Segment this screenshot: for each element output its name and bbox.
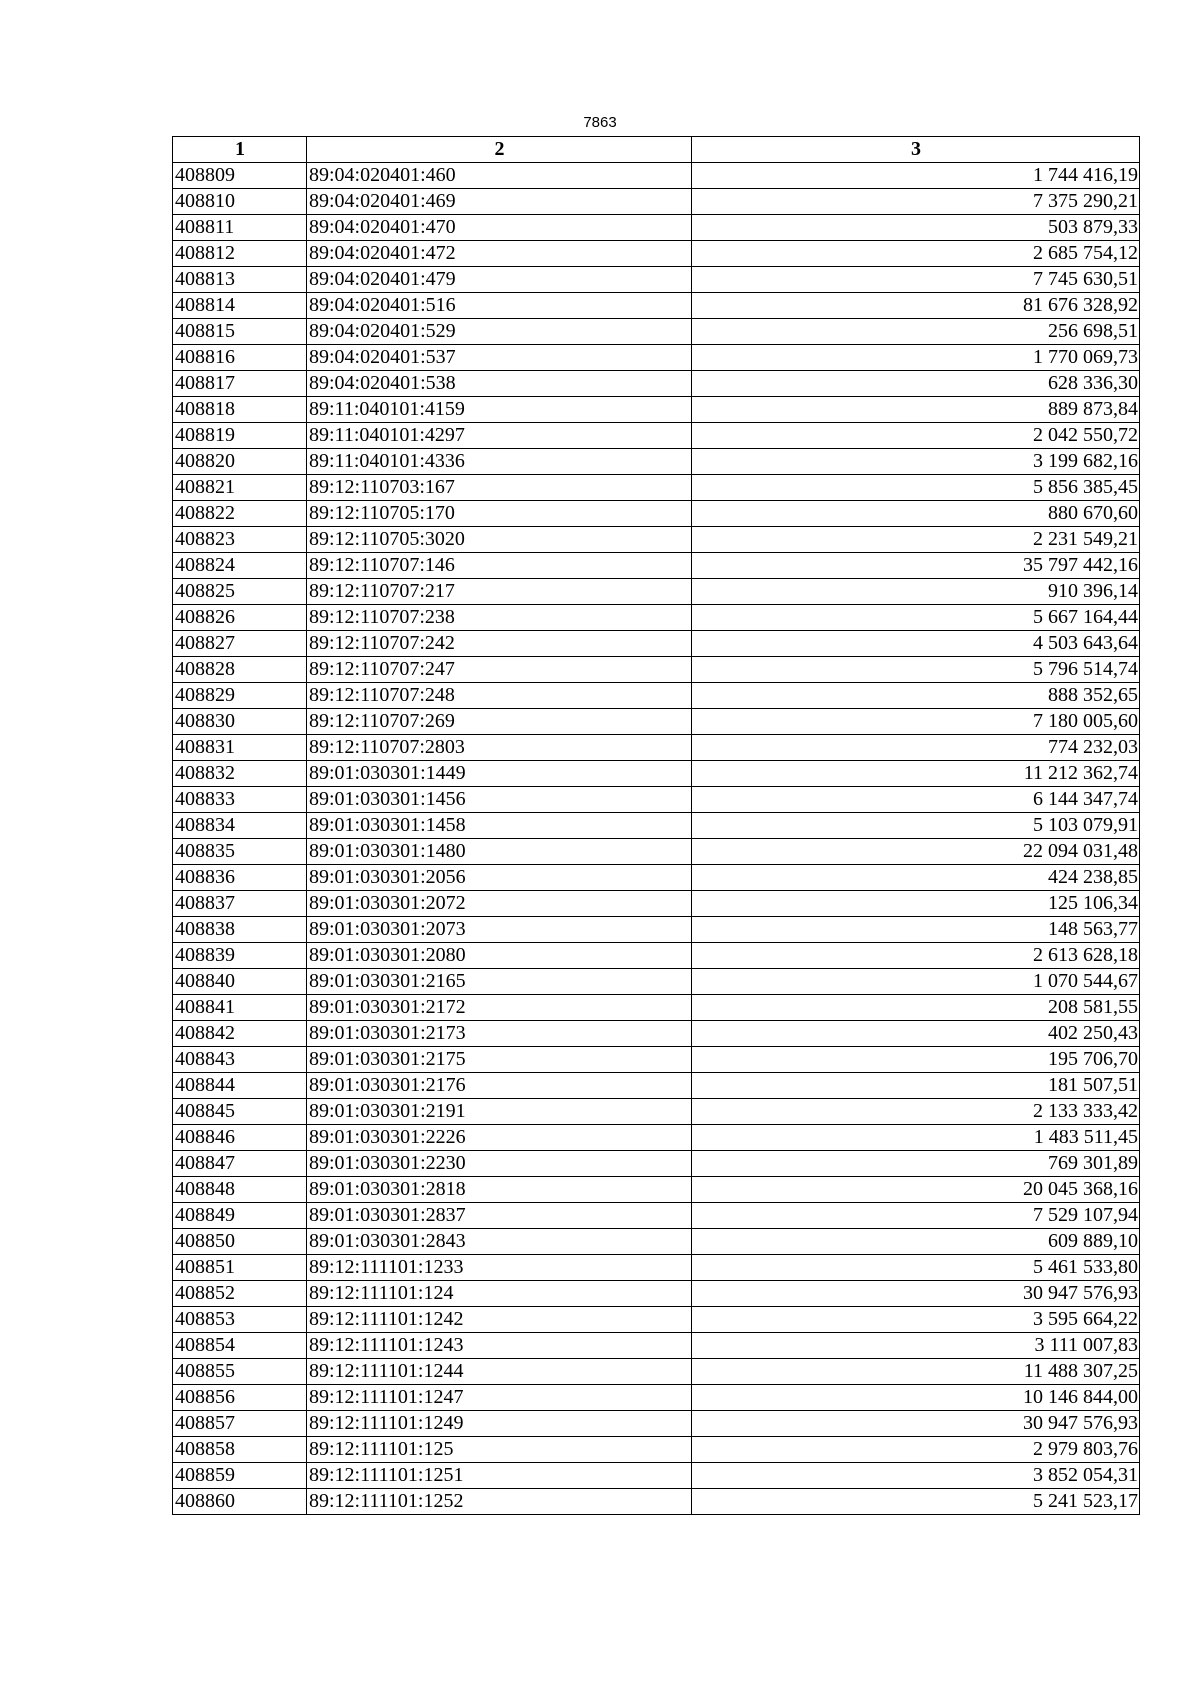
value-cell: 5 856 385,45 <box>692 475 1140 501</box>
table-row <box>173 189 1140 215</box>
value-cell: 125 106,34 <box>692 891 1140 917</box>
table-row <box>173 683 1140 709</box>
row-number-cell: 408821 <box>173 475 307 501</box>
table-row <box>173 1385 1140 1411</box>
row-number-cell: 408828 <box>173 657 307 683</box>
value-cell: 7 529 107,94 <box>692 1203 1140 1229</box>
cadastral-number-cell: 89:04:020401:479 <box>307 267 692 293</box>
value-cell: 256 698,51 <box>692 319 1140 345</box>
row-number-cell: 408835 <box>173 839 307 865</box>
row-number-cell: 408839 <box>173 943 307 969</box>
table-row <box>173 1047 1140 1073</box>
row-number-cell: 408809 <box>173 163 307 189</box>
value-cell: 5 461 533,80 <box>692 1255 1140 1281</box>
value-cell: 20 045 368,16 <box>692 1177 1140 1203</box>
row-number-cell: 408830 <box>173 709 307 735</box>
value-cell: 889 873,84 <box>692 397 1140 423</box>
value-cell: 769 301,89 <box>692 1151 1140 1177</box>
value-cell: 774 232,03 <box>692 735 1140 761</box>
value-cell: 2 685 754,12 <box>692 241 1140 267</box>
value-cell: 208 581,55 <box>692 995 1140 1021</box>
value-cell: 503 879,33 <box>692 215 1140 241</box>
header-row <box>173 137 1140 163</box>
cadastral-number-cell: 89:12:111101:1247 <box>307 1385 692 1411</box>
cadastral-number-cell: 89:12:111101:1252 <box>307 1489 692 1515</box>
cadastral-number-cell: 89:12:110705:3020 <box>307 527 692 553</box>
value-cell: 2 979 803,76 <box>692 1437 1140 1463</box>
table-row <box>173 1073 1140 1099</box>
row-number-cell: 408849 <box>173 1203 307 1229</box>
cadastral-number-cell: 89:12:110707:269 <box>307 709 692 735</box>
value-cell: 4 503 643,64 <box>692 631 1140 657</box>
value-cell: 1 770 069,73 <box>692 345 1140 371</box>
value-cell: 148 563,77 <box>692 917 1140 943</box>
cadastral-number-cell: 89:11:040101:4159 <box>307 397 692 423</box>
value-cell: 888 352,65 <box>692 683 1140 709</box>
row-number-cell: 408846 <box>173 1125 307 1151</box>
cadastral-number-cell: 89:12:110707:242 <box>307 631 692 657</box>
cadastral-number-cell: 89:12:111101:124 <box>307 1281 692 1307</box>
table-row <box>173 1411 1140 1437</box>
value-cell: 11 212 362,74 <box>692 761 1140 787</box>
table-row <box>173 553 1140 579</box>
row-number-cell: 408852 <box>173 1281 307 1307</box>
table-row <box>173 1307 1140 1333</box>
value-cell: 609 889,10 <box>692 1229 1140 1255</box>
cadastral-number-cell: 89:12:110707:217 <box>307 579 692 605</box>
table-row <box>173 631 1140 657</box>
table-row <box>173 475 1140 501</box>
cadastral-number-cell: 89:01:030301:2172 <box>307 995 692 1021</box>
row-number-cell: 408817 <box>173 371 307 397</box>
row-number-cell: 408855 <box>173 1359 307 1385</box>
table-row <box>173 1099 1140 1125</box>
value-cell: 3 595 664,22 <box>692 1307 1140 1333</box>
cadastral-number-cell: 89:01:030301:2191 <box>307 1099 692 1125</box>
cadastral-number-cell: 89:04:020401:516 <box>307 293 692 319</box>
value-cell: 30 947 576,93 <box>692 1411 1140 1437</box>
cadastral-number-cell: 89:04:020401:529 <box>307 319 692 345</box>
value-cell: 1 070 544,67 <box>692 969 1140 995</box>
table-row <box>173 345 1140 371</box>
table-row <box>173 735 1140 761</box>
table-row <box>173 1229 1140 1255</box>
table-row <box>173 1463 1140 1489</box>
value-cell: 5 103 079,91 <box>692 813 1140 839</box>
row-number-cell: 408845 <box>173 1099 307 1125</box>
table-row <box>173 267 1140 293</box>
row-number-cell: 408854 <box>173 1333 307 1359</box>
page-number: 7863 <box>583 114 617 131</box>
value-cell: 35 797 442,16 <box>692 553 1140 579</box>
cadastral-number-cell: 89:12:111101:1233 <box>307 1255 692 1281</box>
value-cell: 880 670,60 <box>692 501 1140 527</box>
row-number-cell: 408848 <box>173 1177 307 1203</box>
row-number-cell: 408832 <box>173 761 307 787</box>
table-row <box>173 1151 1140 1177</box>
row-number-cell: 408842 <box>173 1021 307 1047</box>
row-number-cell: 408833 <box>173 787 307 813</box>
table-row <box>173 995 1140 1021</box>
row-number-cell: 408810 <box>173 189 307 215</box>
table-row <box>173 813 1140 839</box>
value-cell: 910 396,14 <box>692 579 1140 605</box>
cadastral-number-cell: 89:01:030301:2818 <box>307 1177 692 1203</box>
value-cell: 7 745 630,51 <box>692 267 1140 293</box>
value-cell: 7 180 005,60 <box>692 709 1140 735</box>
value-cell: 195 706,70 <box>692 1047 1140 1073</box>
row-number-cell: 408820 <box>173 449 307 475</box>
table-row <box>173 501 1140 527</box>
row-number-cell: 408847 <box>173 1151 307 1177</box>
row-number-cell: 408843 <box>173 1047 307 1073</box>
column-header-3: 3 <box>692 137 1140 163</box>
row-number-cell: 408818 <box>173 397 307 423</box>
table-row <box>173 1359 1140 1385</box>
table-row <box>173 215 1140 241</box>
row-number-cell: 408851 <box>173 1255 307 1281</box>
value-cell: 5 241 523,17 <box>692 1489 1140 1515</box>
cadastral-number-cell: 89:01:030301:2843 <box>307 1229 692 1255</box>
table-row <box>173 163 1140 189</box>
cadastral-number-cell: 89:01:030301:1480 <box>307 839 692 865</box>
value-cell: 6 144 347,74 <box>692 787 1140 813</box>
table-row <box>173 423 1140 449</box>
table-row <box>173 1281 1140 1307</box>
table-body <box>173 163 1140 1515</box>
cadastral-number-cell: 89:04:020401:470 <box>307 215 692 241</box>
row-number-cell: 408813 <box>173 267 307 293</box>
cadastral-number-cell: 89:12:111101:1243 <box>307 1333 692 1359</box>
row-number-cell: 408834 <box>173 813 307 839</box>
table-row <box>173 1255 1140 1281</box>
table-row <box>173 761 1140 787</box>
column-header-1: 1 <box>173 137 307 163</box>
cadastral-number-cell: 89:12:110707:248 <box>307 683 692 709</box>
cadastral-number-cell: 89:01:030301:1449 <box>307 761 692 787</box>
table-row <box>173 449 1140 475</box>
cadastral-number-cell: 89:01:030301:2175 <box>307 1047 692 1073</box>
cadastral-number-cell: 89:01:030301:2072 <box>307 891 692 917</box>
cadastral-number-cell: 89:01:030301:2837 <box>307 1203 692 1229</box>
cadastral-number-cell: 89:01:030301:2073 <box>307 917 692 943</box>
cadastral-number-cell: 89:12:111101:1251 <box>307 1463 692 1489</box>
table-row <box>173 605 1140 631</box>
value-cell: 2 042 550,72 <box>692 423 1140 449</box>
row-number-cell: 408838 <box>173 917 307 943</box>
table-row <box>173 1021 1140 1047</box>
cadastral-number-cell: 89:04:020401:469 <box>307 189 692 215</box>
row-number-cell: 408858 <box>173 1437 307 1463</box>
value-cell: 81 676 328,92 <box>692 293 1140 319</box>
cadastral-number-cell: 89:11:040101:4336 <box>307 449 692 475</box>
row-number-cell: 408825 <box>173 579 307 605</box>
row-number-cell: 408823 <box>173 527 307 553</box>
cadastral-number-cell: 89:12:110707:238 <box>307 605 692 631</box>
value-cell: 11 488 307,25 <box>692 1359 1140 1385</box>
value-cell: 2 613 628,18 <box>692 943 1140 969</box>
value-cell: 7 375 290,21 <box>692 189 1140 215</box>
row-number-cell: 408824 <box>173 553 307 579</box>
row-number-cell: 408819 <box>173 423 307 449</box>
row-number-cell: 408815 <box>173 319 307 345</box>
cadastral-number-cell: 89:12:110707:247 <box>307 657 692 683</box>
value-cell: 10 146 844,00 <box>692 1385 1140 1411</box>
cadastral-number-cell: 89:04:020401:472 <box>307 241 692 267</box>
cadastral-number-cell: 89:11:040101:4297 <box>307 423 692 449</box>
value-cell: 424 238,85 <box>692 865 1140 891</box>
row-number-cell: 408827 <box>173 631 307 657</box>
cadastral-number-cell: 89:01:030301:2226 <box>307 1125 692 1151</box>
value-cell: 3 111 007,83 <box>692 1333 1140 1359</box>
value-cell: 22 094 031,48 <box>692 839 1140 865</box>
row-number-cell: 408829 <box>173 683 307 709</box>
table-row <box>173 657 1140 683</box>
value-cell: 3 852 054,31 <box>692 1463 1140 1489</box>
row-number-cell: 408840 <box>173 969 307 995</box>
row-number-cell: 408816 <box>173 345 307 371</box>
cadastral-number-cell: 89:04:020401:537 <box>307 345 692 371</box>
cadastral-number-cell: 89:01:030301:2230 <box>307 1151 692 1177</box>
table-row <box>173 293 1140 319</box>
table-row <box>173 1177 1140 1203</box>
row-number-cell: 408831 <box>173 735 307 761</box>
value-cell: 628 336,30 <box>692 371 1140 397</box>
cadastral-number-cell: 89:04:020401:538 <box>307 371 692 397</box>
cadastral-number-cell: 89:01:030301:2173 <box>307 1021 692 1047</box>
cadastral-number-cell: 89:12:111101:125 <box>307 1437 692 1463</box>
row-number-cell: 408853 <box>173 1307 307 1333</box>
cadastral-number-cell: 89:12:111101:1244 <box>307 1359 692 1385</box>
value-cell: 181 507,51 <box>692 1073 1140 1099</box>
table-row <box>173 371 1140 397</box>
cadastral-number-cell: 89:12:110703:167 <box>307 475 692 501</box>
column-header-2: 2 <box>307 137 692 163</box>
cadastral-number-cell: 89:01:030301:2176 <box>307 1073 692 1099</box>
value-cell: 2 231 549,21 <box>692 527 1140 553</box>
table-row <box>173 709 1140 735</box>
table-row <box>173 865 1140 891</box>
row-number-cell: 408857 <box>173 1411 307 1437</box>
value-cell: 5 796 514,74 <box>692 657 1140 683</box>
row-number-cell: 408837 <box>173 891 307 917</box>
value-cell: 30 947 576,93 <box>692 1281 1140 1307</box>
row-number-cell: 408844 <box>173 1073 307 1099</box>
table-header <box>173 137 1140 163</box>
table-row <box>173 787 1140 813</box>
row-number-cell: 408856 <box>173 1385 307 1411</box>
row-number-cell: 408859 <box>173 1463 307 1489</box>
cadastral-number-cell: 89:01:030301:2080 <box>307 943 692 969</box>
row-number-cell: 408836 <box>173 865 307 891</box>
row-number-cell: 408841 <box>173 995 307 1021</box>
value-cell: 5 667 164,44 <box>692 605 1140 631</box>
table-row <box>173 1203 1140 1229</box>
value-cell: 1 744 416,19 <box>692 163 1140 189</box>
cadastral-number-cell: 89:04:020401:460 <box>307 163 692 189</box>
row-number-cell: 408860 <box>173 1489 307 1515</box>
cadastral-number-cell: 89:12:111101:1242 <box>307 1307 692 1333</box>
table-row <box>173 319 1140 345</box>
table-row <box>173 839 1140 865</box>
row-number-cell: 408822 <box>173 501 307 527</box>
table-row <box>173 1437 1140 1463</box>
table-row <box>173 891 1140 917</box>
value-cell: 2 133 333,42 <box>692 1099 1140 1125</box>
table-row <box>173 527 1140 553</box>
cadastral-number-cell: 89:01:030301:2165 <box>307 969 692 995</box>
row-number-cell: 408826 <box>173 605 307 631</box>
table-row <box>173 397 1140 423</box>
table-row <box>173 917 1140 943</box>
cadastral-number-cell: 89:01:030301:1456 <box>307 787 692 813</box>
table-row <box>173 579 1140 605</box>
value-cell: 1 483 511,45 <box>692 1125 1140 1151</box>
cadastral-number-cell: 89:12:110705:170 <box>307 501 692 527</box>
row-number-cell: 408812 <box>173 241 307 267</box>
table-row <box>173 1489 1140 1515</box>
cadastral-number-cell: 89:12:110707:146 <box>307 553 692 579</box>
data-table <box>172 136 1140 1515</box>
row-number-cell: 408850 <box>173 1229 307 1255</box>
cadastral-number-cell: 89:12:111101:1249 <box>307 1411 692 1437</box>
cadastral-number-cell: 89:01:030301:2056 <box>307 865 692 891</box>
row-number-cell: 408814 <box>173 293 307 319</box>
table-row <box>173 241 1140 267</box>
table-row <box>173 1333 1140 1359</box>
value-cell: 3 199 682,16 <box>692 449 1140 475</box>
cadastral-number-cell: 89:01:030301:1458 <box>307 813 692 839</box>
cadastral-number-cell: 89:12:110707:2803 <box>307 735 692 761</box>
row-number-cell: 408811 <box>173 215 307 241</box>
table-row <box>173 1125 1140 1151</box>
table-row <box>173 969 1140 995</box>
value-cell: 402 250,43 <box>692 1021 1140 1047</box>
table-row <box>173 943 1140 969</box>
